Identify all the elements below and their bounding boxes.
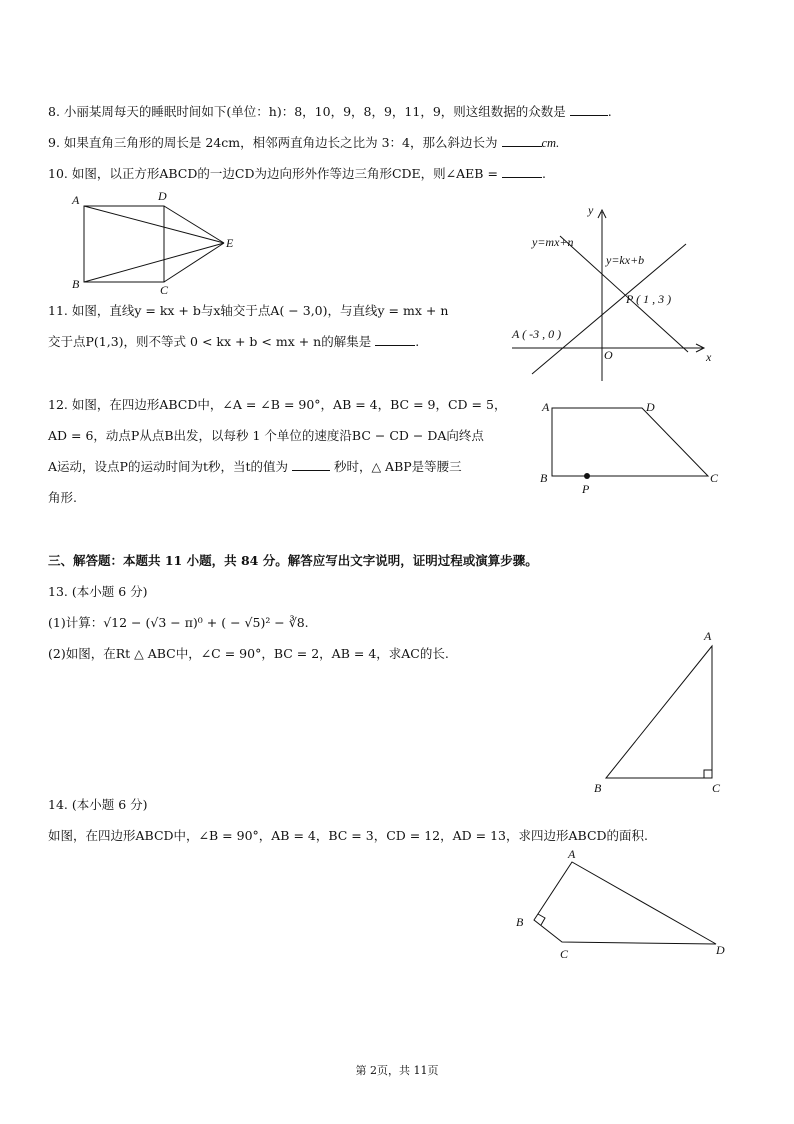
label-point-p: P ( 1 , 3 ) xyxy=(626,292,672,306)
segment-ae xyxy=(84,206,224,243)
label-x-axis: x xyxy=(706,350,712,364)
label-b: B xyxy=(540,471,548,485)
label-c: C xyxy=(712,781,721,795)
question-13-part-2: (2)如图，在Rt △ ABC中，∠C = 90°，BC = 2，AB = 4，求AC的长. xyxy=(48,646,449,661)
page-footer: 第 2页，共 11页 xyxy=(355,1064,439,1077)
label-y-axis: y xyxy=(588,203,594,217)
coordinate-figure xyxy=(508,196,728,386)
question-8-end: . xyxy=(607,104,612,119)
label-b: B xyxy=(516,915,524,929)
question-10-text: 10. 如图，以正方形ABCD的一边CD为边向形外作等边三角形CDE，则∠AEB = xyxy=(48,166,498,181)
label-c: C xyxy=(560,947,569,961)
trapezoid-figure xyxy=(538,396,738,496)
quadrilateral-figure xyxy=(508,848,738,968)
question-9-text: 9. 如果直角三角形的周长是 24cm，相邻两直角边长之比为 3：4，那么斜边长为 xyxy=(48,135,498,150)
label-c: C xyxy=(710,471,719,485)
trapezoid-abcd xyxy=(552,408,708,476)
question-12-text-tail: 秒时，△ ABP是等腰三 xyxy=(333,459,462,474)
question-12-line-2: AD = 6，动点P从点B出发，以每秒 1 个单位的速度沿BC − CD − DA向终点 xyxy=(48,428,484,443)
label-origin: O xyxy=(604,348,613,362)
question-11-text: 交于点P(1,3)，则不等式 0 < kx + b < mx + n的解集是 xyxy=(48,334,372,349)
triangle-abc xyxy=(606,646,712,778)
right-angle-mark xyxy=(704,770,712,778)
point-p-dot xyxy=(584,473,590,479)
label-d: D xyxy=(646,400,655,414)
question-10 xyxy=(48,165,546,183)
question-13-part-1: (1)计算：√12 − (√3 − π)⁰ + ( − √5)² − ∛8. xyxy=(48,615,309,630)
label-a: A xyxy=(542,400,550,414)
answer-blank[interactable] xyxy=(375,333,415,346)
answer-blank[interactable] xyxy=(502,165,542,178)
label-a: A xyxy=(568,847,576,861)
segment-be xyxy=(84,243,224,282)
label-p: P xyxy=(582,482,590,496)
question-9 xyxy=(48,134,559,152)
section-3-heading: 三、解答题：本题共 11 小题，共 84 分。解答应写出文字说明，证明过程或演算步骤。 xyxy=(48,553,538,568)
question-8 xyxy=(48,103,612,121)
answer-blank[interactable] xyxy=(292,458,330,471)
question-8-text: 8. 小丽某周每天的睡眠时间如下(单位：h)：8，10，9，8，9，11，9，则这组数据的众数是 xyxy=(48,104,566,119)
label-line-mn: y=mx+n xyxy=(532,235,574,249)
answer-blank[interactable] xyxy=(502,134,542,147)
question-12-line-3 xyxy=(48,458,462,476)
question-11-line-2 xyxy=(48,333,419,351)
question-14-header: 14. (本小题 6 分) xyxy=(48,797,148,812)
label-point-a: A ( -3 , 0 ) xyxy=(512,327,562,341)
square-triangle-figure xyxy=(66,189,246,297)
question-10-end: . xyxy=(541,166,546,181)
label-d: D xyxy=(716,943,725,957)
question-12-line-1: 12. 如图，在四边形ABCD中，∠A = ∠B = 90°，AB = 4，BC = 9，CD = 5， xyxy=(48,397,507,412)
question-12-text: A运动，设点P的运动时间为t秒，当t的值为 xyxy=(48,459,288,474)
label-line-kb: y=kx+b xyxy=(606,253,645,267)
question-12-line-4: 角形. xyxy=(48,490,77,505)
label-a: A xyxy=(72,193,80,207)
segment-ce xyxy=(164,243,224,282)
label-a: A xyxy=(704,629,712,643)
label-c: C xyxy=(160,283,169,297)
question-9-end: cm. xyxy=(541,136,560,150)
question-13-header: 13. (本小题 6 分) xyxy=(48,584,148,599)
label-e: E xyxy=(226,236,234,250)
label-b: B xyxy=(72,277,80,291)
answer-blank[interactable] xyxy=(570,103,608,116)
right-triangle-figure xyxy=(588,628,738,798)
question-14-text: 如图，在四边形ABCD中，∠B = 90°，AB = 4，BC = 3，CD = 12，AD = 13，求四边形ABCD的面积. xyxy=(48,828,649,843)
label-d: D xyxy=(158,189,167,203)
question-11-end: . xyxy=(415,334,420,349)
quadrilateral-abcd xyxy=(534,862,716,944)
question-11-line-1: 11. 如图，直线y = kx + b与x轴交于点A( − 3,0)，与直线y = mx + n xyxy=(48,303,449,318)
label-b: B xyxy=(594,781,602,795)
segment-de xyxy=(164,206,224,243)
